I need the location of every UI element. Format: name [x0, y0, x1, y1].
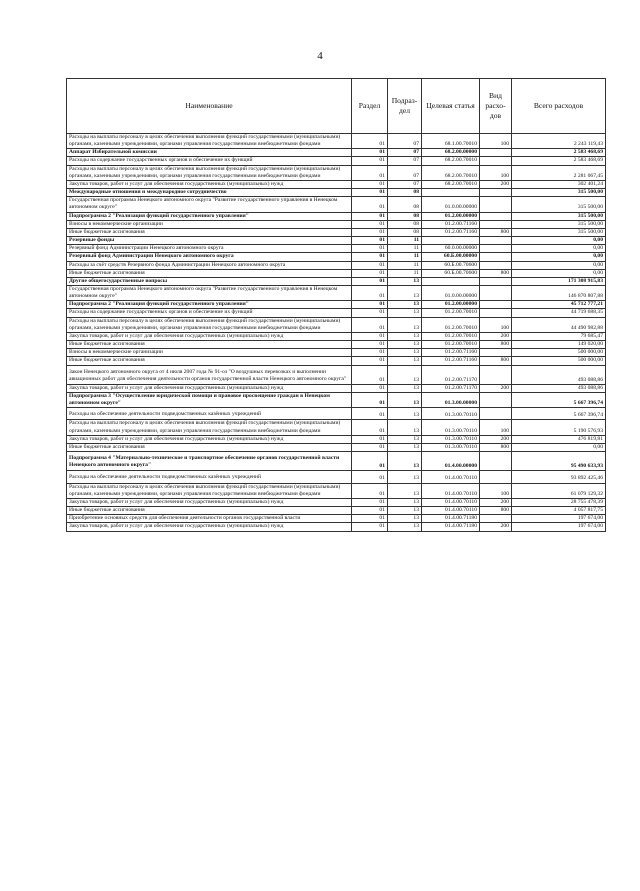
header-section: Раздел: [352, 79, 388, 134]
cell-name: Иные бюджетные ассигнования: [67, 357, 352, 365]
cell-section: 01: [352, 165, 388, 180]
cell-section: 01: [352, 253, 388, 261]
cell-target: 01.0.00.00000: [422, 197, 480, 212]
table-row: [67, 471, 606, 483]
cell-name: Расходы на выплаты персоналу в целях обеспечения выполнения функций государственными (муниципальными) органами, казенными учреждениями, органами управления государственными внебюджетными фондами: [67, 134, 352, 149]
cell-section: 01: [352, 408, 388, 420]
page-number: 4: [317, 50, 323, 62]
cell-name: Иные бюджетные ассигнования: [67, 269, 352, 277]
cell-subsection: 13: [388, 483, 422, 498]
cell-target: 01.2.00.71170: [422, 384, 480, 392]
cell-name: Аппарат Избирательной комиссии: [67, 149, 352, 157]
cell-name: Закон Ненецкого автономного округа от 4 июля 2007 года № 91-оз "О воздушных перевозках и выполнении авиационных работ для обеспечения деятельности органов государственной власти Ненецкого автономного округа": [67, 365, 352, 384]
header-target: Целевая статья: [422, 79, 480, 134]
cell-target: 60.Б.00.70600: [422, 261, 480, 269]
cell-name: Взносы в некоммерческие организации: [67, 220, 352, 228]
cell-name: Расходы на выплаты персоналу в целях обеспечения выполнения функций государственными (муниципальными) органами, казенными учреждениями, органами управления государственными внебюджетными фондами: [67, 165, 352, 180]
cell-subsection: 08: [388, 212, 422, 220]
cell-section: 01: [352, 309, 388, 317]
cell-subsection: 13: [388, 365, 422, 384]
cell-target: 01.4.00.00000: [422, 452, 480, 471]
cell-name: Закупка товаров, работ и услуг для обеспечения государственных (муниципальных) нужд: [67, 384, 352, 392]
cell-target: 01.3.00.70110: [422, 408, 480, 420]
cell-section: 01: [352, 149, 388, 157]
cell-total: 197 674,00: [512, 515, 606, 523]
cell-name: Резервный фонд Администрации Ненецкого автономного округа: [67, 245, 352, 253]
cell-section: 01: [352, 393, 388, 408]
cell-kind: [480, 149, 512, 157]
cell-subsection: 07: [388, 157, 422, 165]
cell-section: 01: [352, 301, 388, 309]
cell-name: Расходы на обеспечение деятельности подведомственных казённых учреждений: [67, 408, 352, 420]
cell-kind: [480, 452, 512, 471]
table-row: [67, 134, 606, 149]
table-row: [67, 197, 606, 212]
cell-target: 01.2.00.70010: [422, 317, 480, 332]
cell-target: 68.2.00.70010: [422, 180, 480, 188]
cell-target: 01.3.00.00000: [422, 393, 480, 408]
cell-target: 01.3.00.70110: [422, 443, 480, 451]
table-row: [67, 515, 606, 523]
cell-target: 01.2.00.70010: [422, 341, 480, 349]
cell-total: 45 712 777,21: [512, 301, 606, 309]
table-row: [67, 341, 606, 349]
cell-total: 0,00: [512, 237, 606, 245]
cell-target: 01.3.00.70110: [422, 435, 480, 443]
cell-name: Подпрограмма 2 "Реализация функций государственного управления": [67, 301, 352, 309]
cell-total: 44 490 982,88: [512, 317, 606, 332]
cell-total: 79 685,47: [512, 332, 606, 340]
cell-kind: [480, 261, 512, 269]
table-row: [67, 365, 606, 384]
cell-total: 4 057 817,75: [512, 507, 606, 515]
cell-subsection: 13: [388, 332, 422, 340]
cell-section: 01: [352, 357, 388, 365]
table-row: [67, 408, 606, 420]
cell-name: Расходы на содержание государственных органов и обеспечение их функций: [67, 157, 352, 165]
cell-total: 500 000,00: [512, 357, 606, 365]
table-row: [67, 332, 606, 340]
cell-name: Закупка товаров, работ и услуг для обеспечения государственных (муниципальных) нужд: [67, 498, 352, 506]
cell-total: 0,00: [512, 253, 606, 261]
cell-subsection: 07: [388, 180, 422, 188]
cell-section: 01: [352, 134, 388, 149]
cell-kind: [480, 393, 512, 408]
cell-section: 01: [352, 384, 388, 392]
cell-total: 5 667 396,74: [512, 393, 606, 408]
cell-total: 95 490 633,93: [512, 452, 606, 471]
cell-total: 2 243 119,43: [512, 134, 606, 149]
table-body: [67, 134, 606, 532]
cell-kind: [480, 309, 512, 317]
cell-name: Резервные фонды: [67, 237, 352, 245]
header-name: Наименование: [67, 79, 352, 134]
cell-kind: 800: [480, 228, 512, 236]
table-row: [67, 253, 606, 261]
cell-kind: 800: [480, 443, 512, 451]
table-row: [67, 149, 606, 157]
cell-section: 01: [352, 277, 388, 285]
cell-subsection: 13: [388, 349, 422, 357]
cell-subsection: 13: [388, 452, 422, 471]
cell-target: 01.4.00.70110: [422, 471, 480, 483]
table-row: [67, 277, 606, 285]
table-row: [67, 317, 606, 332]
cell-target: 60.0.00.00000: [422, 245, 480, 253]
table-row: [67, 357, 606, 365]
cell-total: 315 500,00: [512, 212, 606, 220]
cell-name: Другие общегосударственные вопросы: [67, 277, 352, 285]
cell-kind: 100: [480, 420, 512, 435]
cell-name: Расходы на выплаты персоналу в целях обеспечения выполнения функций государственными (муниципальными) органами, казенными учреждениями, органами управления государственными внебюджетными фондами: [67, 317, 352, 332]
table-row: [67, 228, 606, 236]
cell-subsection: 13: [388, 443, 422, 451]
cell-subsection: 07: [388, 134, 422, 149]
cell-subsection: 13: [388, 384, 422, 392]
cell-name: Расходы на содержание государственных органов и обеспечение их функций: [67, 309, 352, 317]
cell-section: 01: [352, 498, 388, 506]
cell-subsection: 13: [388, 393, 422, 408]
cell-section: 01: [352, 332, 388, 340]
cell-name: Подпрограмма 3 "Осуществление юридической помощи и правовое просвещение граждан в Ненецком автономном округе": [67, 393, 352, 408]
table-row: [67, 237, 606, 245]
table-row: [67, 245, 606, 253]
cell-total: 197 674,00: [512, 523, 606, 531]
cell-total: 2 583 468,69: [512, 157, 606, 165]
cell-subsection: 13: [388, 285, 422, 300]
cell-kind: [480, 212, 512, 220]
cell-kind: 100: [480, 317, 512, 332]
cell-kind: [480, 285, 512, 300]
cell-total: 146 870 807,88: [512, 285, 606, 300]
cell-subsection: 13: [388, 435, 422, 443]
cell-total: 493 088,86: [512, 365, 606, 384]
cell-kind: [480, 245, 512, 253]
cell-total: 5 667 396,74: [512, 408, 606, 420]
cell-target: 68.1.00.70010: [422, 134, 480, 149]
cell-section: 01: [352, 157, 388, 165]
cell-total: 315 500,00: [512, 220, 606, 228]
cell-subsection: 11: [388, 237, 422, 245]
cell-section: 01: [352, 212, 388, 220]
table-row: [67, 309, 606, 317]
cell-subsection: 13: [388, 357, 422, 365]
cell-kind: 800: [480, 341, 512, 349]
cell-kind: 100: [480, 134, 512, 149]
cell-kind: 100: [480, 165, 512, 180]
cell-section: 01: [352, 365, 388, 384]
cell-total: 149 020,00: [512, 341, 606, 349]
cell-kind: 200: [480, 332, 512, 340]
cell-total: 171 308 915,83: [512, 277, 606, 285]
cell-subsection: 08: [388, 197, 422, 212]
cell-name: Закупка товаров, работ и услуг для обеспечения государственных (муниципальных) нужд: [67, 435, 352, 443]
cell-kind: [480, 220, 512, 228]
cell-section: 01: [352, 443, 388, 451]
cell-section: 01: [352, 483, 388, 498]
cell-kind: 800: [480, 507, 512, 515]
cell-subsection: 13: [388, 471, 422, 483]
cell-total: 0,00: [512, 443, 606, 451]
cell-subsection: 13: [388, 341, 422, 349]
table-row: [67, 435, 606, 443]
cell-target: 01.2.00.71160: [422, 220, 480, 228]
cell-total: 28 755 478,39: [512, 498, 606, 506]
table-row: [67, 301, 606, 309]
table-row: [67, 285, 606, 300]
cell-subsection: 11: [388, 245, 422, 253]
table-row: [67, 507, 606, 515]
cell-target: 01.2.00.00000: [422, 212, 480, 220]
table-row: [67, 220, 606, 228]
table-row: [67, 269, 606, 277]
cell-name: Расходы на выплаты персоналу в целях обеспечения выполнения функций государственными (муниципальными) органами, казенными учреждениями, органами управления государственными внебюджетными фондами: [67, 483, 352, 498]
cell-kind: [480, 365, 512, 384]
cell-section: 01: [352, 435, 388, 443]
cell-subsection: 11: [388, 261, 422, 269]
cell-target: 01.2.00.71170: [422, 365, 480, 384]
cell-total: 93 892 425,46: [512, 471, 606, 483]
cell-target: 01.4.00.70110: [422, 507, 480, 515]
cell-subsection: 13: [388, 420, 422, 435]
cell-target: 01.3.00.70110: [422, 420, 480, 435]
cell-target: 60.Б.00.00000: [422, 253, 480, 261]
cell-target: 01.4.00.70110: [422, 483, 480, 498]
cell-total: 44 719 688,35: [512, 309, 606, 317]
cell-section: 01: [352, 197, 388, 212]
cell-total: 500 000,00: [512, 349, 606, 357]
table-header-row: [67, 79, 606, 134]
cell-total: 5 190 576,93: [512, 420, 606, 435]
table-row: [67, 452, 606, 471]
cell-section: 01: [352, 228, 388, 236]
cell-name: Международные отношения и международное сотрудничество: [67, 189, 352, 197]
cell-total: 302 401,24: [512, 180, 606, 188]
cell-section: 01: [352, 452, 388, 471]
cell-name: Иные бюджетные ассигнования: [67, 228, 352, 236]
cell-subsection: 08: [388, 189, 422, 197]
cell-total: 61 079 129,32: [512, 483, 606, 498]
table-row: [67, 420, 606, 435]
cell-target: [422, 189, 480, 197]
cell-subsection: 11: [388, 269, 422, 277]
cell-target: 01.4.00.71180: [422, 523, 480, 531]
cell-target: [422, 277, 480, 285]
cell-target: 01.2.00.70010: [422, 309, 480, 317]
cell-section: 01: [352, 237, 388, 245]
cell-subsection: 07: [388, 149, 422, 157]
cell-subsection: 13: [388, 498, 422, 506]
table-row: [67, 180, 606, 188]
cell-target: 01.2.00.71160: [422, 349, 480, 357]
cell-name: Подпрограмма 2 "Реализация функций государственного управления": [67, 212, 352, 220]
cell-total: 315 500,00: [512, 197, 606, 212]
header-subsection: Подраз-дел: [388, 79, 422, 134]
cell-kind: [480, 237, 512, 245]
cell-name: Взносы в некоммерческие организации: [67, 349, 352, 357]
cell-subsection: 08: [388, 220, 422, 228]
cell-subsection: 13: [388, 515, 422, 523]
cell-name: Государственная программа Ненецкого автономного округа "Развитие государственного управления в Ненецком автономном округе": [67, 285, 352, 300]
cell-total: 0,00: [512, 269, 606, 277]
table-row: [67, 157, 606, 165]
cell-target: 68.2.00.70010: [422, 157, 480, 165]
cell-name: Приобретение основных средств для обеспечения деятельности органов государственной власти: [67, 515, 352, 523]
cell-subsection: 13: [388, 507, 422, 515]
cell-name: Подпрограмма 4 "Материально-техническое и транспортное обеспечение органов государственной власти Ненецкого автономного округа": [67, 452, 352, 471]
cell-name: Иные бюджетные ассигнования: [67, 507, 352, 515]
cell-section: 01: [352, 269, 388, 277]
cell-section: 01: [352, 507, 388, 515]
cell-section: 01: [352, 220, 388, 228]
cell-subsection: 07: [388, 165, 422, 180]
cell-name: Иные бюджетные ассигнования: [67, 341, 352, 349]
cell-subsection: 13: [388, 317, 422, 332]
cell-name: Иные бюджетные ассигнования: [67, 443, 352, 451]
table-row: [67, 498, 606, 506]
cell-name: Закупка товаров, работ и услуг для обеспечения государственных (муниципальных) нужд: [67, 180, 352, 188]
cell-kind: 200: [480, 384, 512, 392]
cell-target: 01.4.00.70110: [422, 498, 480, 506]
cell-section: 01: [352, 189, 388, 197]
cell-target: 01.4.00.71180: [422, 515, 480, 523]
cell-kind: [480, 471, 512, 483]
cell-section: 01: [352, 261, 388, 269]
cell-kind: 100: [480, 483, 512, 498]
cell-subsection: 13: [388, 309, 422, 317]
cell-total: 2 281 067,45: [512, 165, 606, 180]
cell-name: Расходы на выплаты персоналу в целях обеспечения выполнения функций государственными (муниципальными) органами, казенными учреждениями, органами управления государственными внебюджетными фондами: [67, 420, 352, 435]
table-row: [67, 483, 606, 498]
cell-subsection: 13: [388, 523, 422, 531]
cell-subsection: 13: [388, 301, 422, 309]
cell-target: 68.2.00.70010: [422, 165, 480, 180]
cell-kind: [480, 277, 512, 285]
cell-kind: 800: [480, 269, 512, 277]
table-row: [67, 261, 606, 269]
cell-name: Закупка товаров, работ и услуг для обеспечения государственных (муниципальных) нужд: [67, 523, 352, 531]
cell-section: 01: [352, 515, 388, 523]
cell-kind: 800: [480, 357, 512, 365]
cell-target: [422, 237, 480, 245]
cell-target: 01.2.00.71160: [422, 228, 480, 236]
cell-name: Расходы за счёт средств Резервного фонда Администрации Ненецкого автономного округа: [67, 261, 352, 269]
cell-target: 01.0.00.00000: [422, 285, 480, 300]
cell-target: 01.2.00.00000: [422, 301, 480, 309]
cell-target: 01.2.00.70010: [422, 332, 480, 340]
cell-kind: [480, 301, 512, 309]
cell-kind: [480, 408, 512, 420]
table-row: [67, 212, 606, 220]
cell-kind: 200: [480, 435, 512, 443]
cell-subsection: 11: [388, 253, 422, 261]
cell-kind: 200: [480, 523, 512, 531]
cell-total: 493 088,86: [512, 384, 606, 392]
cell-total: 0,00: [512, 261, 606, 269]
cell-kind: [480, 189, 512, 197]
cell-subsection: 08: [388, 228, 422, 236]
cell-section: 01: [352, 180, 388, 188]
cell-kind: [480, 157, 512, 165]
table-row: [67, 384, 606, 392]
header-kind: Вид расхо-дов: [480, 79, 512, 134]
cell-total: 0,00: [512, 245, 606, 253]
cell-subsection: 13: [388, 277, 422, 285]
cell-target: 01.2.00.71160: [422, 357, 480, 365]
cell-target: 60.Б.00.70600: [422, 269, 480, 277]
cell-section: 01: [352, 523, 388, 531]
table-row: [67, 393, 606, 408]
cell-name: Расходы на обеспечение деятельности подведомственных казённых учреждений: [67, 471, 352, 483]
table-row: [67, 349, 606, 357]
cell-target: 68.2.00.00000: [422, 149, 480, 157]
cell-total: 2 583 468,69: [512, 149, 606, 157]
header-total: Всего расходов: [512, 79, 606, 134]
cell-total: 476 819,81: [512, 435, 606, 443]
cell-name: Государственная программа Ненецкого автономного округа "Развитие государственного управления в Ненецком автономном округе": [67, 197, 352, 212]
cell-kind: 200: [480, 180, 512, 188]
cell-section: 01: [352, 349, 388, 357]
cell-total: 315 500,00: [512, 228, 606, 236]
cell-kind: [480, 349, 512, 357]
cell-kind: [480, 197, 512, 212]
table-row: [67, 189, 606, 197]
cell-section: 01: [352, 471, 388, 483]
cell-section: 01: [352, 420, 388, 435]
cell-kind: [480, 515, 512, 523]
cell-total: 315 500,00: [512, 189, 606, 197]
cell-section: 01: [352, 341, 388, 349]
cell-kind: 200: [480, 498, 512, 506]
cell-name: Закупка товаров, работ и услуг для обеспечения государственных (муниципальных) нужд: [67, 332, 352, 340]
cell-kind: [480, 253, 512, 261]
table-row: [67, 443, 606, 451]
cell-name: Резервный фонд Администрации Ненецкого автономного округа: [67, 253, 352, 261]
table-row: [67, 165, 606, 180]
budget-table: [66, 78, 606, 532]
cell-section: 01: [352, 317, 388, 332]
cell-subsection: 13: [388, 408, 422, 420]
cell-section: 01: [352, 285, 388, 300]
cell-section: 01: [352, 245, 388, 253]
table-row: [67, 523, 606, 531]
